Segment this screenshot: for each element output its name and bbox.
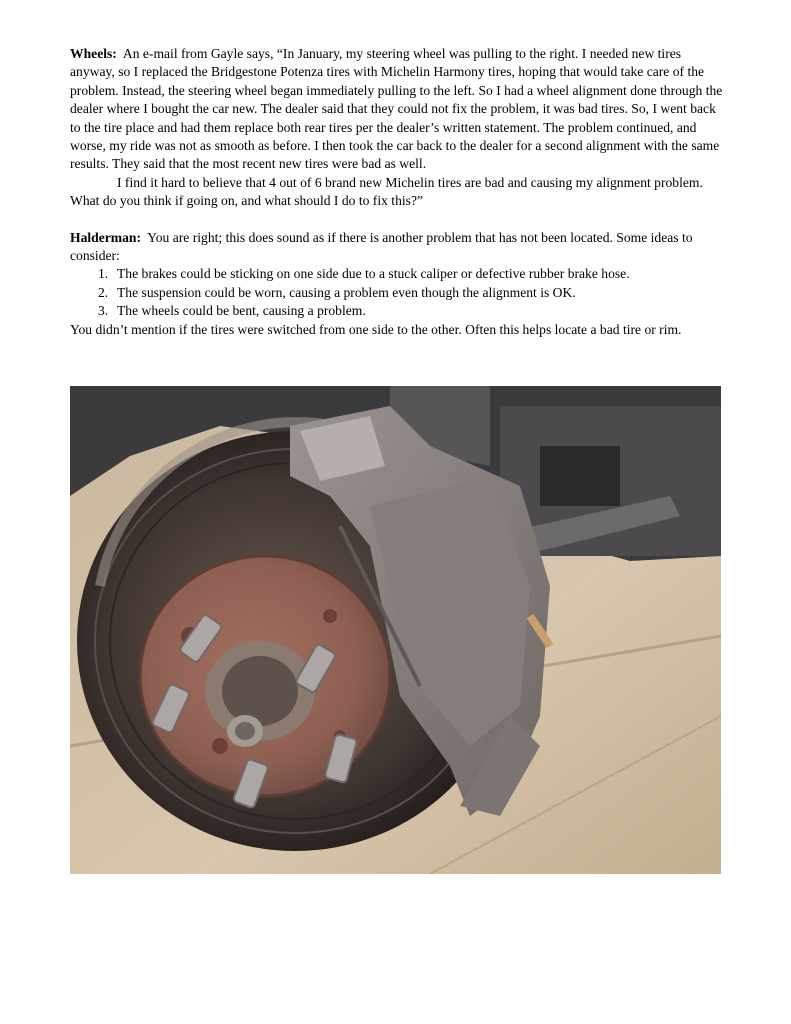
wheels-followup-paragraph: I find it hard to believe that 4 out of 6 brand new Michelin tires are bad and causing my alignment problem. What do you think if going on, and what should I do to fix this?” bbox=[70, 174, 703, 209]
list-item: 1. The brakes could be sticking on one side due to a stuck caliper or defective rubber brake hose. bbox=[98, 266, 630, 282]
halderman-intro-text: You are right; this does sound as if there is another problem that has not been located. Some ideas to consider: bbox=[70, 229, 693, 264]
ideas-list bbox=[70, 265, 725, 320]
halderman-paragraph bbox=[70, 229, 725, 266]
list-item: 3. The wheels could be bent, causing a problem. bbox=[98, 303, 366, 319]
closing-paragraph: You didn’t mention if the tires were switched from one side to the other. Often this helps locate a bad tire or rim. bbox=[70, 321, 682, 337]
brake-rotor-photo bbox=[70, 386, 721, 874]
list-item: 2. The suspension could be worn, causing a problem even though the alignment is OK. bbox=[98, 284, 576, 300]
wheels-question-text: An e-mail from Gayle says, “In January, my steering wheel was pulling to the right. I needed new tires anyway, so I replaced the Bridgestone Potenza tires with Michelin Harmony tires, hoping that would take care of the problem. Instead, the steering wheel began immediately pulling to the left. So I had a wheel alignment done through the dealer where I bought the car new. The dealer said that they could not fix the problem, it was bad tires. So, I went back to the tire place and had them replace both rear tires per the dealer’s written statement. The problem continued, and worse, my ride was not as smooth as before. I then took the car back to the dealer for a second alignment with the same results. They said that the most recent new tires were bad as well. bbox=[70, 46, 723, 172]
halderman-label: Halderman: bbox=[70, 229, 141, 245]
wheels-label: Wheels: bbox=[70, 46, 117, 61]
article-text bbox=[70, 45, 725, 339]
wheels-paragraph bbox=[70, 45, 725, 174]
